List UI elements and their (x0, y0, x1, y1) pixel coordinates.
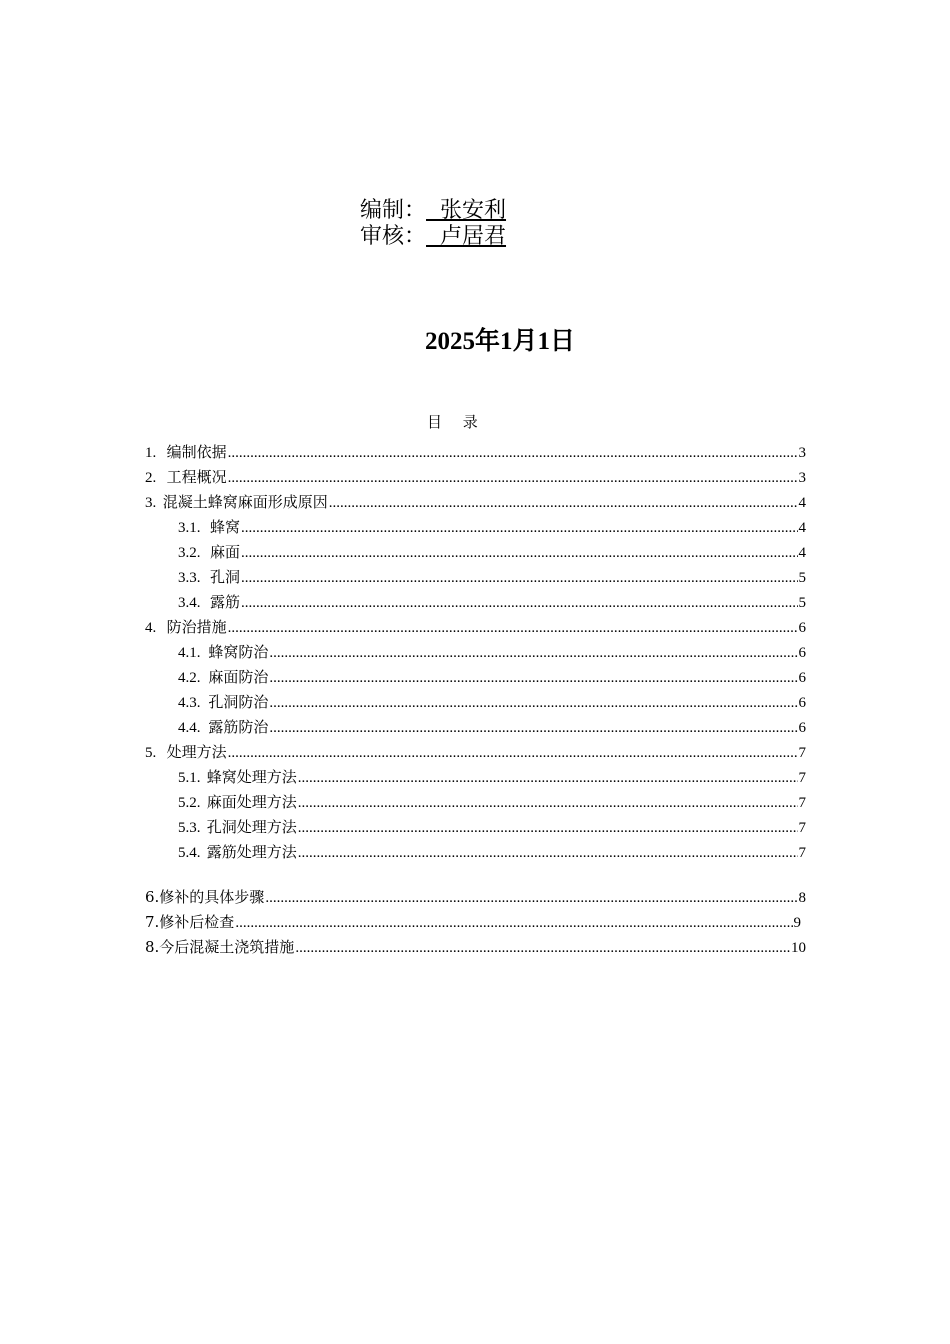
toc-leader-dots (241, 565, 798, 590)
toc-subentry[interactable] (145, 690, 806, 715)
toc-entry-page: 6 (798, 695, 806, 711)
toc-leader-dots (228, 740, 798, 765)
toc-entry-number: 4.1. (178, 645, 201, 661)
toc-entry-page: 4 (798, 545, 806, 561)
toc-leader-dots (298, 815, 798, 840)
toc-entry-page: 7 (798, 770, 806, 786)
toc-leader-dots (269, 715, 797, 740)
table-of-contents (145, 440, 806, 960)
toc-entry-label: 蜂窝防治 (208, 643, 269, 661)
document-date: 2025年1月1日 (425, 328, 576, 355)
toc-entry-label: 孔洞防治 (208, 693, 269, 711)
toc-subentry[interactable] (145, 840, 806, 865)
toc-subentry[interactable] (145, 540, 806, 565)
toc-entry-page: 6 (798, 645, 806, 661)
toc-entry-label: 露筋 (209, 593, 240, 611)
toc-entry-page: 7 (798, 845, 806, 861)
toc-entry-page: 8 (798, 890, 806, 906)
toc-leader-dots (269, 690, 797, 715)
toc-entry-number: 4.4. (178, 720, 201, 736)
toc-subentry[interactable] (145, 590, 806, 615)
toc-entry-label: 蜂窝处理方法 (206, 768, 297, 786)
toc-entry-page: 10 (791, 940, 806, 956)
toc-entry[interactable] (145, 885, 806, 910)
toc-subentry[interactable] (145, 765, 806, 790)
toc-subentry[interactable] (145, 515, 806, 540)
toc-leader-dots (265, 885, 797, 910)
toc-entry-page: 6 (798, 670, 806, 686)
toc-entry-number: 3.1. (178, 520, 201, 536)
toc-entry-page: 5 (798, 595, 806, 611)
toc-entry-label: 麻面处理方法 (206, 793, 297, 811)
reviewer-name: 卢居君 (426, 224, 507, 249)
toc-entry-label: 孔洞 (209, 568, 240, 586)
toc-entry-label: 8.今后混凝土浇筑措施 (145, 938, 295, 956)
compiler-name: 张安利 (426, 198, 507, 223)
toc-entry-page: 7 (798, 820, 806, 836)
toc-entry-page: 6 (798, 720, 806, 736)
toc-entry-number: 5.1. (178, 770, 201, 786)
toc-entry-page: 6 (798, 620, 806, 636)
toc-leader-dots (269, 640, 797, 665)
toc-entry-label: 7.修补后检查 (145, 913, 235, 931)
toc-leader-dots (298, 840, 798, 865)
toc-entry-number: 1. (145, 445, 157, 461)
toc-subentry[interactable] (145, 640, 806, 665)
toc-entry-label: 露筋防治 (208, 718, 269, 736)
toc-entry-number: 2. (145, 470, 157, 486)
toc-entry-label: 工程概况 (166, 468, 227, 486)
compiler-label: 编制： (360, 198, 427, 223)
reviewer-label: 审核： (360, 224, 427, 249)
signature-block (360, 198, 506, 250)
reviewer-row (360, 224, 506, 250)
toc-entry-label: 防治措施 (166, 618, 227, 636)
toc-entry-page: 3 (798, 470, 806, 486)
toc-entry-page: 7 (798, 745, 806, 761)
toc-entry[interactable] (145, 935, 806, 960)
toc-leader-dots (228, 465, 798, 490)
toc-leader-dots (235, 910, 792, 935)
toc-entry-number: 5. (145, 745, 157, 761)
toc-leader-dots (298, 765, 798, 790)
toc-entry[interactable] (145, 490, 806, 515)
toc-entry-page: 4 (798, 495, 806, 511)
toc-subentry[interactable] (145, 715, 806, 740)
toc-entry-number: 5.3. (178, 820, 201, 836)
toc-subentry[interactable] (145, 790, 806, 815)
toc-entry-number: 3.3. (178, 570, 201, 586)
toc-leader-dots (228, 615, 798, 640)
toc-subentry[interactable] (145, 565, 806, 590)
toc-entry-number: 4.2. (178, 670, 201, 686)
toc-entry-page: 7 (798, 795, 806, 811)
toc-leader-dots (269, 665, 797, 690)
toc-entry-page: 4 (798, 520, 806, 536)
toc-entry-label: 露筋处理方法 (206, 843, 297, 861)
toc-entry-label: 蜂窝 (209, 518, 240, 536)
toc-entry[interactable] (145, 615, 806, 640)
compiler-row (360, 198, 506, 224)
toc-leader-dots (228, 440, 798, 465)
toc-entry[interactable] (145, 440, 806, 465)
toc-leader-dots (241, 540, 798, 565)
toc-entry-page: 3 (798, 445, 806, 461)
toc-leader-dots (241, 590, 798, 615)
toc-entry-number: 3. (145, 495, 157, 511)
toc-entry[interactable] (145, 465, 806, 490)
toc-entry-number: 3.4. (178, 595, 201, 611)
toc-title: 目 录 (427, 413, 486, 431)
toc-entry-label: 编制依据 (166, 443, 227, 461)
toc-subentry[interactable] (145, 665, 806, 690)
toc-entry-label: 处理方法 (166, 743, 227, 761)
toc-leader-dots (298, 790, 798, 815)
toc-entry[interactable] (145, 910, 806, 935)
toc-entry-page: 9 (793, 915, 801, 931)
toc-entry[interactable] (145, 740, 806, 765)
toc-leader-dots (295, 935, 790, 960)
toc-entry-label: 麻面 (209, 543, 240, 561)
toc-entry-number: 5.4. (178, 845, 201, 861)
toc-leader-dots (329, 490, 798, 515)
toc-entry-label: 孔洞处理方法 (206, 818, 297, 836)
toc-entry-page: 5 (798, 570, 806, 586)
toc-entry-label: 6.修补的具体步骤 (145, 888, 265, 906)
toc-entry-number: 5.2. (178, 795, 201, 811)
toc-entry-number: 4.3. (178, 695, 201, 711)
toc-entry-label: 麻面防治 (208, 668, 269, 686)
toc-leader-dots (241, 515, 798, 540)
toc-entry-label: 混凝土蜂窝麻面形成原因 (162, 493, 328, 511)
toc-subentry[interactable] (145, 815, 806, 840)
toc-entry-number: 3.2. (178, 545, 201, 561)
toc-entry-number: 4. (145, 620, 157, 636)
